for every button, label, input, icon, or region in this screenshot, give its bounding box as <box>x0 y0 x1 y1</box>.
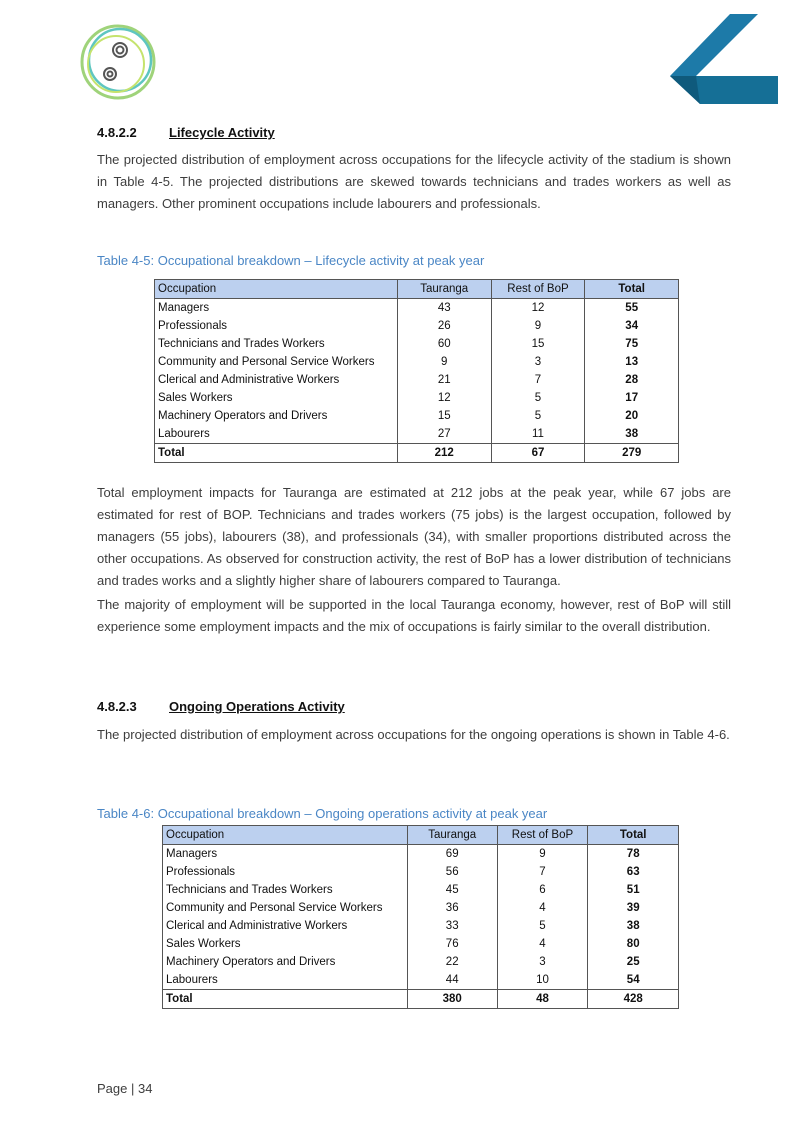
rest-of-bop-cell: 5 <box>497 917 588 935</box>
table-row <box>163 935 679 953</box>
total-cell: 38 <box>588 917 679 935</box>
rest-of-bop-cell: 11 <box>491 425 585 444</box>
table-row <box>155 407 679 425</box>
tauranga-cell: 26 <box>397 317 491 335</box>
total-label: Total <box>163 990 408 1009</box>
page-number: Page | 34 <box>97 1081 153 1096</box>
tauranga-cell: 44 <box>407 971 497 990</box>
rest-of-bop-cell: 6 <box>497 881 588 899</box>
header-tauranga: Tauranga <box>407 826 497 845</box>
table-total-row <box>163 990 679 1009</box>
rest-of-bop-cell: 9 <box>497 845 588 864</box>
table-row <box>155 317 679 335</box>
tauranga-cell: 45 <box>407 881 497 899</box>
total-cell: 75 <box>585 335 679 353</box>
table-row <box>163 845 679 864</box>
total-tauranga: 380 <box>407 990 497 1009</box>
rest-of-bop-cell: 7 <box>491 371 585 389</box>
tauranga-cell: 76 <box>407 935 497 953</box>
total-tauranga: 212 <box>397 444 491 463</box>
table-row <box>155 371 679 389</box>
table-4-6-caption: Table 4-6: Occupational breakdown – Ongoing operations activity at peak year <box>97 806 548 821</box>
table-row <box>163 863 679 881</box>
table-row <box>163 971 679 990</box>
circular-logo-icon <box>78 22 158 102</box>
section-heading-ongoing <box>97 699 345 714</box>
table-row <box>163 953 679 971</box>
total-cell: 78 <box>588 845 679 864</box>
header-total: Total <box>585 280 679 299</box>
total-rest-of-bop: 48 <box>497 990 588 1009</box>
total-cell: 54 <box>588 971 679 990</box>
rest-of-bop-cell: 15 <box>491 335 585 353</box>
rest-of-bop-cell: 3 <box>497 953 588 971</box>
section-heading-lifecycle <box>97 125 275 140</box>
rest-of-bop-cell: 9 <box>491 317 585 335</box>
tauranga-cell: 12 <box>397 389 491 407</box>
occupation-cell: Labourers <box>155 425 398 444</box>
total-label: Total <box>155 444 398 463</box>
occupation-cell: Technicians and Trades Workers <box>155 335 398 353</box>
rest-of-bop-cell: 4 <box>497 899 588 917</box>
section-title: Lifecycle Activity <box>169 125 275 140</box>
total-cell: 39 <box>588 899 679 917</box>
header-total: Total <box>588 826 679 845</box>
occupation-cell: Clerical and Administrative Workers <box>155 371 398 389</box>
table-row <box>155 353 679 371</box>
total-cell: 80 <box>588 935 679 953</box>
total-cell: 25 <box>588 953 679 971</box>
total-rest-of-bop: 67 <box>491 444 585 463</box>
total-cell: 63 <box>588 863 679 881</box>
total-cell: 13 <box>585 353 679 371</box>
section-title: Ongoing Operations Activity <box>169 699 345 714</box>
occupation-cell: Professionals <box>155 317 398 335</box>
rest-of-bop-cell: 10 <box>497 971 588 990</box>
tauranga-cell: 21 <box>397 371 491 389</box>
occupation-cell: Managers <box>155 299 398 318</box>
lifecycle-summary-paragraph: The majority of employment will be supported in the local Tauranga economy, however, rest of BoP will still experience some employment impacts and the mix of occupations is fairly similar to the overall distribution. <box>97 597 731 634</box>
occupation-cell: Technicians and Trades Workers <box>163 881 408 899</box>
tauranga-cell: 36 <box>407 899 497 917</box>
occupation-cell: Machinery Operators and Drivers <box>155 407 398 425</box>
table-row <box>163 917 679 935</box>
table-row <box>155 335 679 353</box>
tauranga-cell: 69 <box>407 845 497 864</box>
table-4-6 <box>162 825 679 1009</box>
header-occupation: Occupation <box>163 826 408 845</box>
section-number: 4.8.2.3 <box>97 699 137 714</box>
occupation-cell: Sales Workers <box>155 389 398 407</box>
occupation-cell: Community and Personal Service Workers <box>155 353 398 371</box>
total-cell: 55 <box>585 299 679 318</box>
occupation-cell: Professionals <box>163 863 408 881</box>
rest-of-bop-cell: 12 <box>491 299 585 318</box>
occupation-cell: Community and Personal Service Workers <box>163 899 408 917</box>
tauranga-cell: 56 <box>407 863 497 881</box>
rest-of-bop-cell: 5 <box>491 389 585 407</box>
header-occupation: Occupation <box>155 280 398 299</box>
lifecycle-analysis-paragraph: Total employment impacts for Tauranga are estimated at 212 jobs at the peak year, while 67 jobs are estimated for rest of BOP. Technicians and trades workers (75 jobs) is the largest occupation, followed by managers (55 jobs), labourers (38), and professionals (34), with smaller proportions distributed across the other occupations. As observed for construction activity, the rest of BoP has a lower distribution of technicians and trades works and a slightly higher share of labourers compared to Tauranga. <box>97 485 731 588</box>
rest-of-bop-cell: 3 <box>491 353 585 371</box>
occupation-cell: Clerical and Administrative Workers <box>163 917 408 935</box>
table-4-5 <box>154 279 679 463</box>
occupation-cell: Labourers <box>163 971 408 990</box>
table-4-5-caption: Table 4-5: Occupational breakdown – Lifecycle activity at peak year <box>97 253 485 268</box>
total-cell: 51 <box>588 881 679 899</box>
table-row <box>163 899 679 917</box>
table-row <box>155 425 679 444</box>
tauranga-cell: 22 <box>407 953 497 971</box>
header-rest-of-bop: Rest of BoP <box>497 826 588 845</box>
occupation-cell: Managers <box>163 845 408 864</box>
rest-of-bop-cell: 7 <box>497 863 588 881</box>
total-cell: 28 <box>585 371 679 389</box>
total-cell: 20 <box>585 407 679 425</box>
tauranga-cell: 33 <box>407 917 497 935</box>
total-total: 428 <box>588 990 679 1009</box>
table-row <box>163 881 679 899</box>
tauranga-cell: 60 <box>397 335 491 353</box>
ongoing-intro-paragraph: The projected distribution of employment across occupations for the ongoing operations is shown in Table 4-6. <box>97 727 730 742</box>
lifecycle-intro-paragraph: The projected distribution of employment across occupations for the lifecycle activity of the stadium is shown in Table 4-5. The projected distributions are skewed towards technicians and trades workers as well as managers. Other prominent occupations include labourers and professionals. <box>97 152 731 211</box>
header-tauranga: Tauranga <box>397 280 491 299</box>
tauranga-cell: 27 <box>397 425 491 444</box>
total-cell: 38 <box>585 425 679 444</box>
table-row <box>155 389 679 407</box>
tauranga-cell: 15 <box>397 407 491 425</box>
tauranga-cell: 9 <box>397 353 491 371</box>
occupation-cell: Machinery Operators and Drivers <box>163 953 408 971</box>
rest-of-bop-cell: 4 <box>497 935 588 953</box>
occupation-cell: Sales Workers <box>163 935 408 953</box>
table-row <box>155 299 679 318</box>
total-cell: 34 <box>585 317 679 335</box>
total-cell: 17 <box>585 389 679 407</box>
tauranga-cell: 43 <box>397 299 491 318</box>
header-rest-of-bop: Rest of BoP <box>491 280 585 299</box>
corner-logo-icon <box>670 14 778 104</box>
total-total: 279 <box>585 444 679 463</box>
rest-of-bop-cell: 5 <box>491 407 585 425</box>
table-total-row <box>155 444 679 463</box>
section-number: 4.8.2.2 <box>97 125 137 140</box>
